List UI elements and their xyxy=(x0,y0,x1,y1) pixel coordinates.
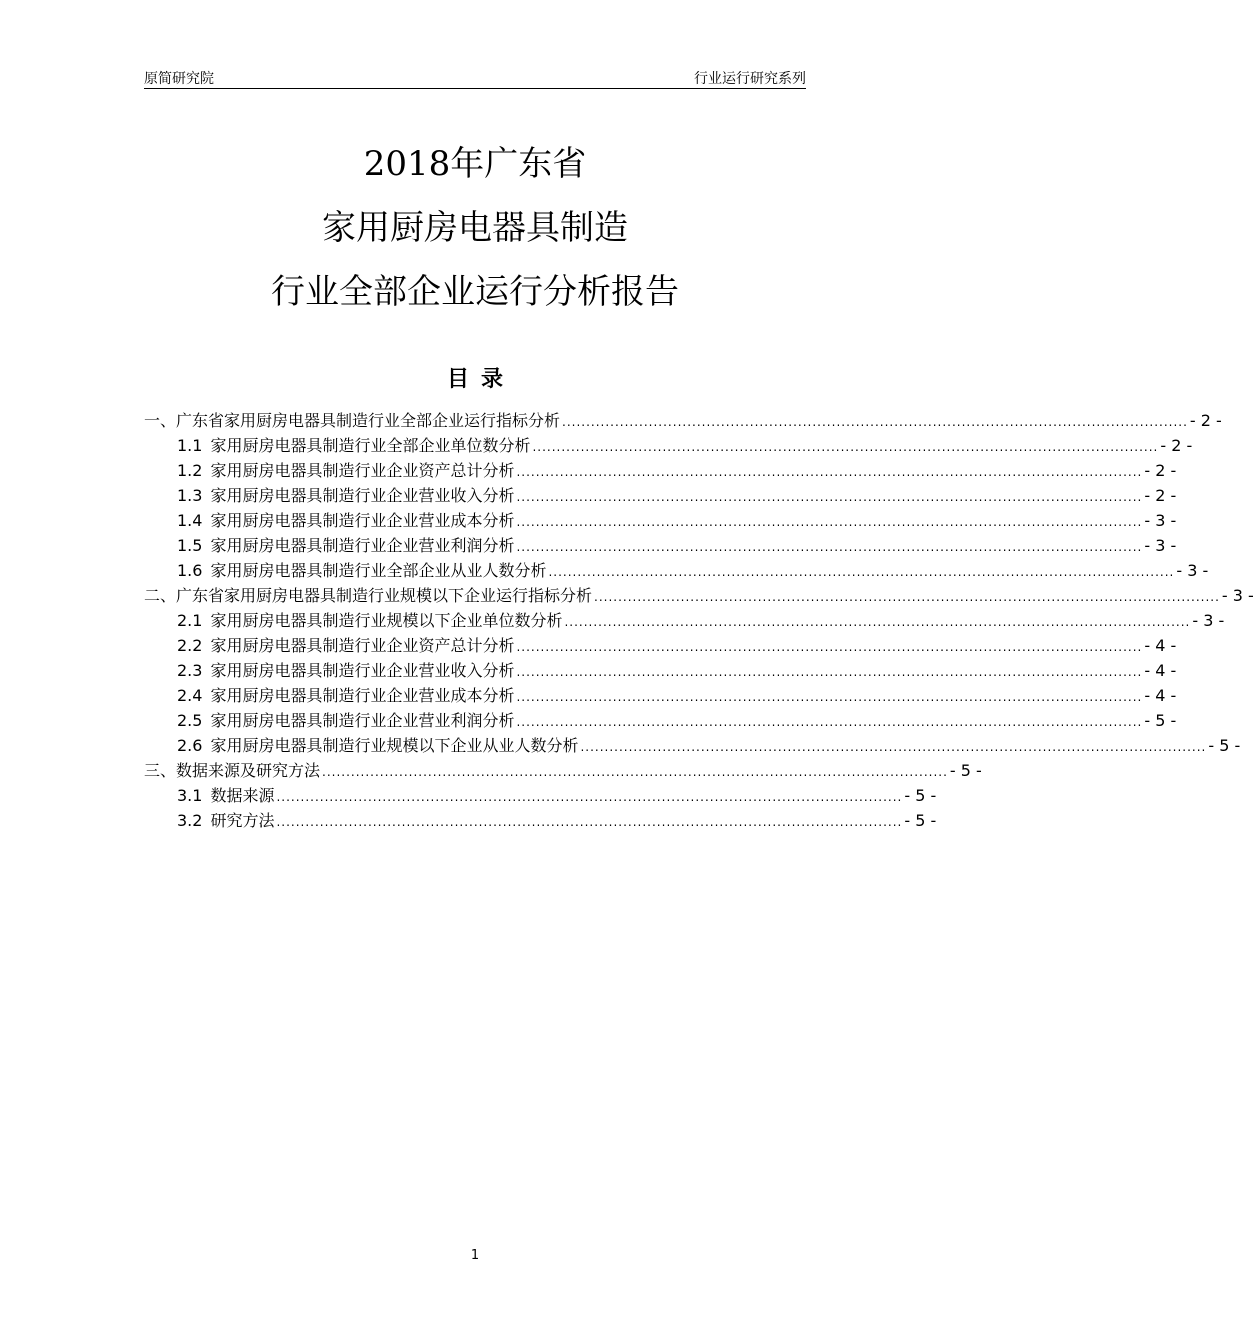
toc-entry-title: 数据来源 xyxy=(210,786,275,805)
toc-dot-leader: .................................................................................................................................. xyxy=(516,465,1143,479)
toc-entry-number: 2.2 xyxy=(177,636,203,655)
toc-entry-title: 家用厨房电器具制造行业企业营业收入分析 xyxy=(210,486,515,505)
toc-entry-number: 2.4 xyxy=(177,686,203,705)
toc-dot-leader: .................................................................................................................................. xyxy=(548,565,1175,579)
toc-entry-page: - 4 - xyxy=(1144,661,1177,680)
toc-entry-number: 1.2 xyxy=(177,461,203,480)
report-title-line-1: 2018年广东省 xyxy=(363,144,587,184)
toc-entry-title: 家用厨房电器具制造行业全部企业从业人数分析 xyxy=(210,561,547,580)
toc-entry-page: - 2 - xyxy=(1144,461,1177,480)
toc-entry-page: - 3 - xyxy=(1192,611,1225,630)
toc-entry-number: 1.6 xyxy=(177,561,203,580)
toc-entry-title: 家用厨房电器具制造行业规模以下企业从业人数分析 xyxy=(210,736,579,755)
toc-entry-page: - 2 - xyxy=(1160,436,1193,455)
toc-entry-page: - 5 - xyxy=(904,811,937,830)
toc-entry-title: 三、数据来源及研究方法 xyxy=(144,761,321,780)
toc-entry[interactable] xyxy=(144,433,1193,458)
toc-dot-leader: .................................................................................................................................. xyxy=(276,790,903,804)
toc-entry[interactable] xyxy=(144,558,1209,583)
toc-entry-title: 家用厨房电器具制造行业规模以下企业单位数分析 xyxy=(210,611,563,630)
toc-entry-page: - 3 - xyxy=(1176,561,1209,580)
toc-dot-leader: .................................................................................................................................. xyxy=(516,690,1143,704)
toc-entry[interactable] xyxy=(144,658,1177,683)
toc-entry-title: 家用厨房电器具制造行业企业资产总计分析 xyxy=(210,461,515,480)
toc-dot-leader: .................................................................................................................................. xyxy=(516,715,1143,729)
toc-entry-page: - 3 - xyxy=(1144,536,1177,555)
toc-dot-leader: .................................................................................................................................. xyxy=(516,490,1143,504)
toc-entry-page: - 3 - xyxy=(1144,511,1177,530)
toc-entry-title: 家用厨房电器具制造行业企业营业收入分析 xyxy=(210,661,515,680)
toc-entry-page: - 2 - xyxy=(1189,411,1222,430)
page-header xyxy=(144,66,806,89)
toc-entry[interactable] xyxy=(144,608,1225,633)
toc-heading: 目录 xyxy=(446,367,515,392)
toc-entry-title: 家用厨房电器具制造行业企业营业成本分析 xyxy=(210,511,515,530)
toc-dot-leader: .................................................................................................................................. xyxy=(594,590,1220,604)
toc-entry[interactable] xyxy=(144,583,1254,608)
toc-entry-number: 1.4 xyxy=(177,511,203,530)
toc-entry-number: 2.3 xyxy=(177,661,203,680)
toc-dot-leader: .................................................................................................................................. xyxy=(516,540,1143,554)
toc-entry-page: - 4 - xyxy=(1144,636,1177,655)
toc-entry[interactable] xyxy=(144,458,1177,483)
toc-entry[interactable] xyxy=(144,808,937,833)
toc-entry[interactable] xyxy=(144,633,1177,658)
toc-entry-title: 家用厨房电器具制造行业企业营业成本分析 xyxy=(210,686,515,705)
toc-entry-number: 2.5 xyxy=(177,711,203,730)
toc-entry[interactable] xyxy=(144,483,1177,508)
toc-entry-page: - 3 - xyxy=(1221,586,1254,605)
toc-entry-title: 家用厨房电器具制造行业企业营业利润分析 xyxy=(210,711,515,730)
report-title-line-3: 行业全部企业运行分析报告 xyxy=(271,272,679,312)
table-of-contents xyxy=(144,408,1254,833)
toc-entry-title: 一、广东省家用厨房电器具制造行业全部企业运行指标分析 xyxy=(144,411,561,430)
toc-entry-number: 3.1 xyxy=(177,786,203,805)
toc-dot-leader: .................................................................................................................................. xyxy=(516,640,1143,654)
toc-entry[interactable] xyxy=(144,533,1177,558)
toc-entry-title: 家用厨房电器具制造行业全部企业单位数分析 xyxy=(210,436,531,455)
toc-entry-page: - 5 - xyxy=(949,761,982,780)
toc-entry[interactable] xyxy=(144,408,1222,433)
toc-entry[interactable] xyxy=(144,733,1241,758)
toc-entry[interactable] xyxy=(144,758,982,783)
toc-dot-leader: .................................................................................................................................. xyxy=(516,665,1143,679)
toc-entry-number: 2.6 xyxy=(177,736,203,755)
toc-entry-number: 2.1 xyxy=(177,611,203,630)
toc-dot-leader: .................................................................................................................................. xyxy=(532,440,1159,454)
page-number: 1 xyxy=(470,1248,480,1263)
toc-entry[interactable] xyxy=(144,683,1177,708)
toc-dot-leader: .................................................................................................................................. xyxy=(276,815,903,829)
toc-entry-page: - 5 - xyxy=(1208,736,1241,755)
toc-entry-title: 家用厨房电器具制造行业企业资产总计分析 xyxy=(210,636,515,655)
report-title-line-2: 家用厨房电器具制造 xyxy=(322,208,628,248)
toc-entry[interactable] xyxy=(144,508,1177,533)
toc-entry-number: 1.1 xyxy=(177,436,203,455)
toc-dot-leader: .................................................................................................................................. xyxy=(516,515,1143,529)
toc-dot-leader: .................................................................................................................................. xyxy=(322,765,948,779)
toc-dot-leader: .................................................................................................................................. xyxy=(564,615,1191,629)
toc-entry-title: 二、广东省家用厨房电器具制造行业规模以下企业运行指标分析 xyxy=(144,586,593,605)
toc-entry[interactable] xyxy=(144,783,937,808)
toc-entry-number: 3.2 xyxy=(177,811,203,830)
toc-entry-page: - 5 - xyxy=(904,786,937,805)
toc-dot-leader: .................................................................................................................................. xyxy=(562,415,1188,429)
header-organization: 原简研究院 xyxy=(144,71,214,87)
toc-entry-number: 1.3 xyxy=(177,486,203,505)
header-series: 行业运行研究系列 xyxy=(694,71,806,87)
toc-entry-number: 1.5 xyxy=(177,536,203,555)
toc-entry-title: 研究方法 xyxy=(210,811,275,830)
toc-entry[interactable] xyxy=(144,708,1177,733)
toc-entry-page: - 4 - xyxy=(1144,686,1177,705)
toc-entry-title: 家用厨房电器具制造行业企业营业利润分析 xyxy=(210,536,515,555)
toc-entry-page: - 2 - xyxy=(1144,486,1177,505)
toc-entry-page: - 5 - xyxy=(1144,711,1177,730)
toc-dot-leader: .................................................................................................................................. xyxy=(580,740,1207,754)
